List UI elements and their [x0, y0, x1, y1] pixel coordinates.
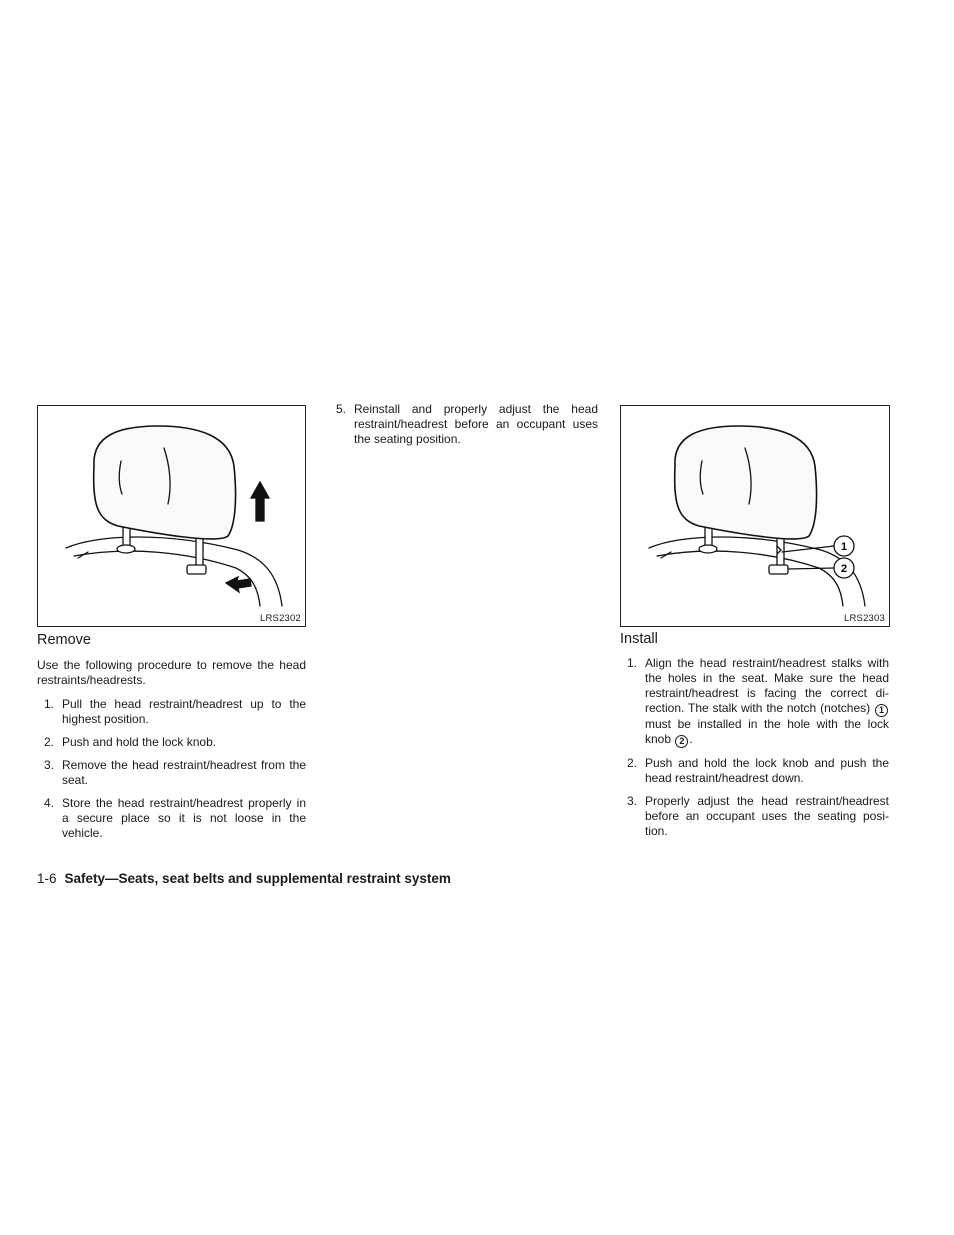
- step-text: Store the head restraint/headrest properly in a secure place so it is not loose in the vehicle.: [62, 796, 306, 840]
- callout-marker-1: 1: [875, 704, 888, 717]
- list-item: [620, 656, 889, 748]
- figure-remove: [37, 405, 306, 627]
- callout-2-label: 2: [840, 563, 848, 575]
- step-number: 3.: [627, 794, 638, 808]
- section-title: Safety—Seats, seat belts and supplemental restraint system: [64, 871, 451, 886]
- step-text: Properly adjust the head restraint/headrest before an occupant uses the seating posi-tion.: [645, 794, 889, 838]
- step-text: Push and hold the lock knob.: [62, 735, 217, 749]
- step-text: Align the head restraint/headrest stalks with the holes in the seat. Make sure the head restraint/headrest is facing the correct di-rection. The stalk with the notch (notches): [645, 656, 889, 715]
- remove-steps: [37, 697, 306, 849]
- step-text: Pull the head restraint/headrest up to the highest position.: [62, 697, 306, 726]
- step-number: 2.: [627, 756, 638, 770]
- step-number: 3.: [44, 758, 55, 772]
- step-number: 1.: [44, 697, 55, 711]
- step-text: Push and hold the lock knob and push the head restraint/headrest down.: [645, 756, 889, 785]
- figure-install: [620, 405, 890, 627]
- step-number: 2.: [44, 735, 55, 749]
- install-heading: Install: [620, 631, 658, 647]
- install-steps: [620, 656, 889, 847]
- figure-code: LRS2303: [843, 613, 885, 624]
- callout-1-label: 1: [840, 541, 848, 553]
- list-item: [329, 402, 598, 447]
- remove-intro: Use the following procedure to remove the head restraints/headrests.: [37, 658, 306, 687]
- step-text: .: [689, 732, 693, 746]
- list-item: [37, 796, 306, 841]
- step-text: Remove the head restraint/headrest from the seat.: [62, 758, 306, 787]
- step-number: 5.: [336, 402, 347, 416]
- step-text: must be installed in the hole with the lock knob: [645, 717, 889, 746]
- figure-code: LRS2302: [259, 613, 301, 624]
- list-item: [37, 697, 306, 727]
- callout-marker-2: 2: [675, 735, 688, 748]
- list-item: [37, 735, 306, 750]
- headrest-remove-illustration: [38, 406, 305, 626]
- step-number: 1.: [627, 656, 638, 670]
- list-item: [620, 756, 889, 786]
- step-number: 4.: [44, 796, 55, 810]
- headrest-install-illustration: [621, 406, 889, 626]
- step-text: Reinstall and properly adjust the head restraint/headrest before an occupant uses the seating position.: [354, 402, 598, 446]
- reinstall-steps: [329, 402, 598, 455]
- list-item: [620, 794, 889, 839]
- remove-heading: Remove: [37, 632, 91, 648]
- list-item: [37, 758, 306, 788]
- page-number: 1-6: [37, 871, 57, 886]
- page-footer: [37, 871, 451, 886]
